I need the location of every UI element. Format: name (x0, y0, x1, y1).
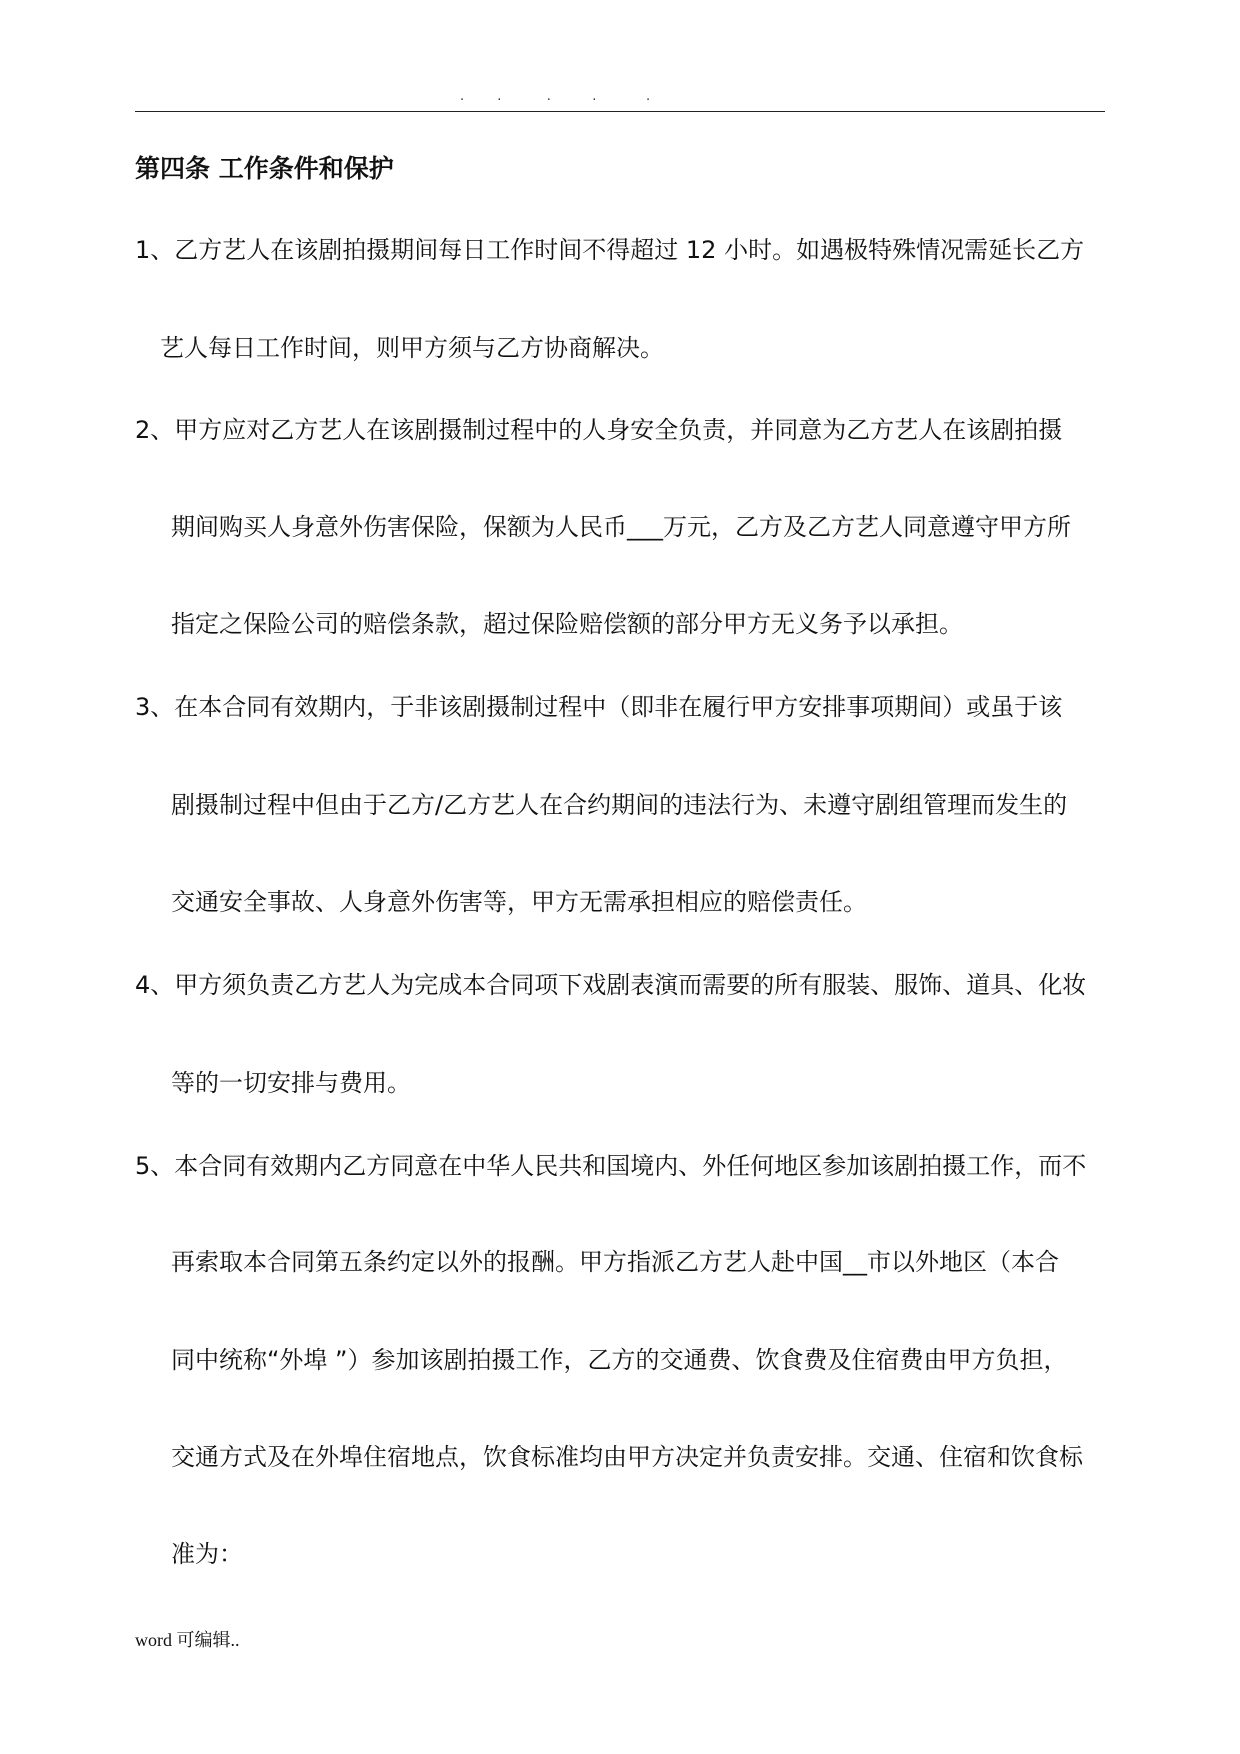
clause-3-line-3: 交通安全事故、人身意外伤害等，甲方无需承担相应的赔偿责任。 (171, 888, 867, 916)
clause-3-line-2: 剧摄制过程中但由于乙方/乙方艺人在合约期间的违法行为、未遵守剧组管理而发生的 (171, 791, 1068, 819)
section-title: 第四条 工作条件和保护 (135, 154, 394, 183)
clause-5-line-5: 准为： (171, 1540, 243, 1568)
header-dots: . . . . . (460, 89, 651, 104)
clause-2-line-3: 指定之保险公司的赔偿条款，超过保险赔偿额的部分甲方无义务予以承担。 (171, 610, 963, 638)
clause-4-line-1: 4、甲方须负责乙方艺人为完成本合同项下戏剧表演而需要的所有服装、服饰、道具、化妆 (135, 971, 1087, 999)
header-rule (135, 111, 1105, 112)
clause-3-line-1: 3、在本合同有效期内，于非该剧摄制过程中（即非在履行甲方安排事项期间）或虽于该 (135, 693, 1063, 721)
clause-4-line-2: 等的一切安排与费用。 (171, 1069, 411, 1097)
clause-1-line-1: 1、乙方艺人在该剧拍摄期间每日工作时间不得超过 12 小时。如遇极特殊情况需延长乙方 (135, 236, 1085, 264)
clause-5-line-1: 5、本合同有效期内乙方同意在中华人民共和国境内、外任何地区参加该剧拍摄工作，而不 (135, 1152, 1087, 1180)
clause-5-line-3: 同中统称“外埠 ”）参加该剧拍摄工作，乙方的交通费、饮食费及住宿费由甲方负担， (171, 1346, 1068, 1374)
clause-2-line-2: 期间购买人身意外伤害保险，保额为人民币___万元，乙方及乙方艺人同意遵守甲方所 (171, 513, 1071, 541)
clause-2-line-1: 2、甲方应对乙方艺人在该剧摄制过程中的人身安全负责，并同意为乙方艺人在该剧拍摄 (135, 416, 1063, 444)
clause-1-line-2: 艺人每日工作时间，则甲方须与乙方协商解决。 (160, 334, 664, 362)
clause-5-line-4: 交通方式及在外埠住宿地点，饮食标准均由甲方决定并负责安排。交通、住宿和饮食标 (171, 1443, 1083, 1471)
footer-note: word 可编辑.. (135, 1630, 240, 1650)
clause-5-line-2: 再索取本合同第五条约定以外的报酬。甲方指派乙方艺人赴中国__市以外地区（本合 (171, 1248, 1059, 1276)
